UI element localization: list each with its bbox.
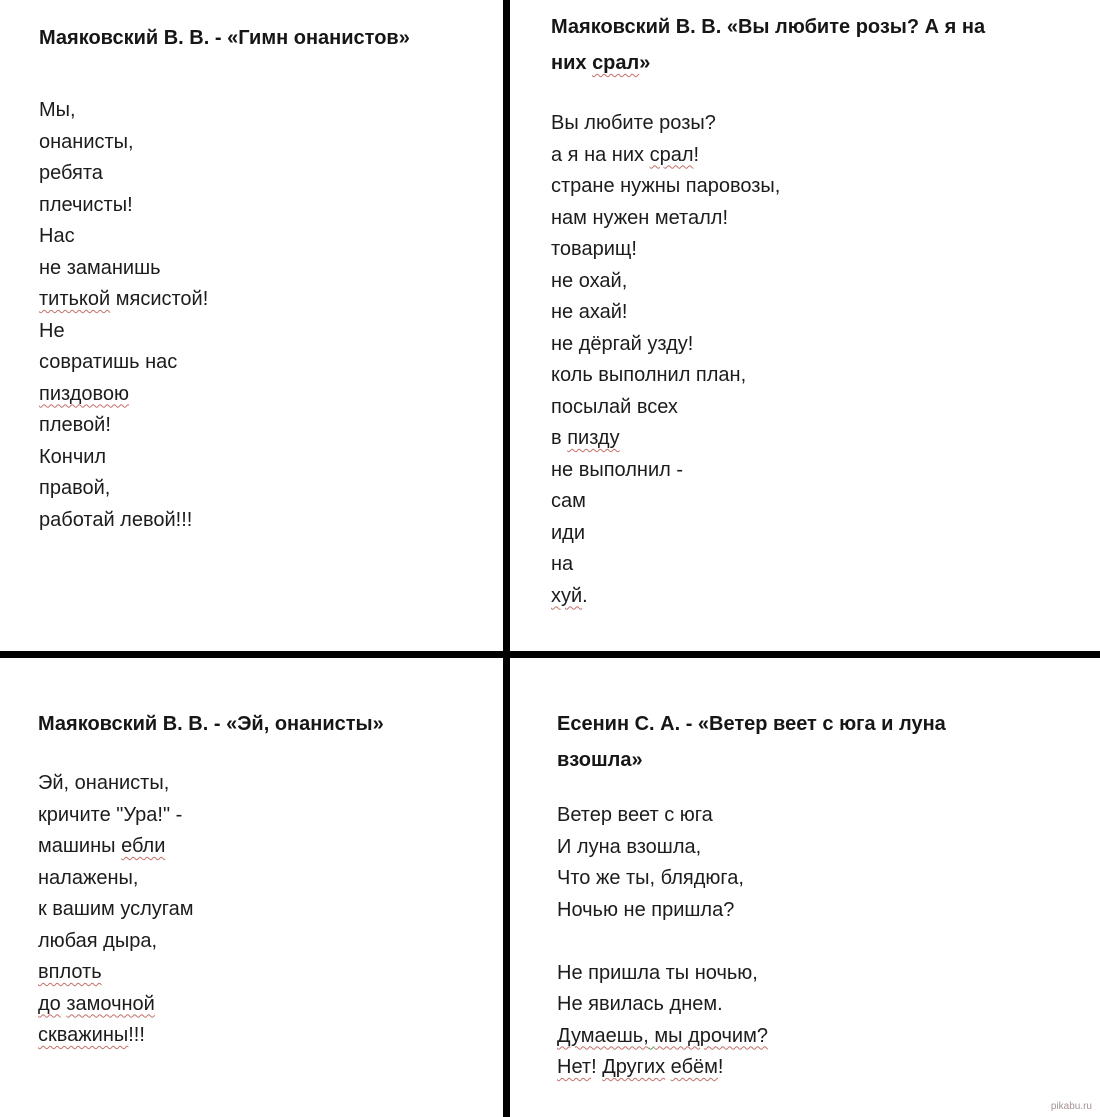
underlined-word: замочной [66, 992, 155, 1015]
text-segment: !!! [128, 1024, 145, 1046]
poem-line [557, 800, 1007, 832]
text-segment: машины [38, 835, 122, 857]
text-segment: Нас [39, 225, 75, 247]
panel-bottom-right [557, 706, 1007, 1084]
text-segment: плечисты! [39, 193, 133, 216]
text-segment: нам нужен металл! [551, 206, 729, 229]
poem-body [557, 800, 1007, 1084]
underlined-word: скважины [38, 1024, 129, 1046]
poem-line [557, 1021, 1007, 1053]
text-segment: Маяковский В. В. - «Гимн онанистов» [39, 27, 410, 49]
poem-line [551, 297, 1021, 329]
underlined-word: вплоть [38, 961, 102, 983]
underlined-word: Думаешь, [557, 1024, 649, 1047]
text-segment: правой, [39, 477, 111, 499]
text-segment: Не явилась днем. [557, 993, 723, 1015]
poem-line [557, 926, 1007, 958]
poem-line [39, 284, 479, 316]
text-segment: не выполнил - [551, 458, 684, 481]
poem-line [39, 95, 479, 127]
text-segment: не дёргай узду! [551, 332, 694, 355]
poem-line [551, 455, 1021, 487]
text-segment: на [551, 553, 574, 575]
poem-line [39, 190, 479, 222]
poem-line [38, 863, 478, 895]
poem-line [551, 392, 1021, 424]
text-segment: Маяковский В. В. - «Эй, онанисты» [38, 713, 384, 735]
poem-title [38, 706, 478, 742]
underlined-word: хуй [551, 584, 583, 607]
poem-title [551, 9, 1021, 81]
text-segment: коль выполнил план, [551, 364, 747, 386]
text-segment: Не [39, 319, 65, 342]
poem-line [551, 140, 1021, 172]
text-segment: онанисты, [39, 130, 134, 153]
poem-line [39, 127, 479, 159]
underlined-word: титькой [39, 288, 111, 310]
text-segment: плевой! [39, 414, 111, 436]
text-segment: иди [551, 521, 586, 544]
underlined-word: пизду [567, 427, 620, 449]
poem-line [38, 831, 478, 863]
poem-line [39, 410, 479, 442]
text-segment: . [582, 584, 588, 607]
poem-line [39, 221, 479, 253]
poem-line [557, 958, 1007, 990]
text-segment: ! [591, 1056, 603, 1078]
poem-line [38, 894, 478, 926]
panel-bottom-left [38, 706, 478, 1052]
underlined-word: срал [649, 143, 694, 166]
underlined-word: Нет [557, 1056, 592, 1078]
text-segment: налажены, [38, 866, 139, 889]
text-segment: любая дыра, [38, 929, 158, 952]
underlined-word: пиздовою [39, 382, 130, 405]
poem-line [551, 581, 1021, 613]
text-segment: кричите "Ура!" - [38, 803, 183, 826]
vertical-divider [503, 0, 510, 1117]
poem-line [551, 266, 1021, 298]
text-segment: мясистой! [110, 288, 209, 310]
poem-line [39, 316, 479, 348]
text-segment: посылай всех [551, 395, 678, 418]
panel-top-right [551, 9, 1021, 612]
poem-line [39, 347, 479, 379]
underlined-word: ебём [670, 1056, 718, 1078]
text-segment: Вы любите розы? [551, 112, 716, 134]
text-segment: работай левой!!! [39, 508, 193, 531]
text-segment: Что же ты, блядюга, [557, 867, 744, 889]
text-segment: к вашим услугам [38, 898, 194, 920]
text-segment: а я на них [551, 143, 650, 166]
underlined-word: срал [592, 52, 640, 74]
poem-line [38, 989, 478, 1021]
poem-line [551, 108, 1021, 140]
panel-top-left [39, 20, 479, 536]
poem-line [39, 253, 479, 285]
text-segment: Ветер веет с юга [557, 804, 713, 826]
text-segment: ! [717, 1056, 724, 1078]
text-segment: Кончил [39, 445, 107, 468]
underlined-word: ебли [121, 835, 166, 857]
poem-line [557, 895, 1007, 927]
text-segment: ! [693, 143, 700, 166]
text-segment: Мы, [39, 99, 76, 121]
poem-line [551, 549, 1021, 581]
poem-title [39, 20, 479, 56]
text-segment: Эй, онанисты, [38, 772, 170, 794]
poem-body [551, 108, 1021, 612]
poem-line [39, 473, 479, 505]
poem-line [557, 832, 1007, 864]
poem-line [551, 171, 1021, 203]
poem-line [39, 379, 479, 411]
text-segment: не охай, [551, 269, 628, 292]
poem-body [39, 95, 479, 536]
underlined-word: мы дрочим? [654, 1024, 768, 1047]
poem-line [551, 423, 1021, 455]
poem-line [39, 442, 479, 474]
text-segment: товарищ! [551, 238, 637, 260]
text-segment: не заманишь [39, 256, 161, 279]
poem-line [39, 505, 479, 537]
poem-body [38, 768, 478, 1052]
text-segment: И луна взошла, [557, 835, 702, 858]
poem-line [551, 360, 1021, 392]
poem-line [557, 1052, 1007, 1084]
text-segment: Не пришла ты ночью, [557, 961, 758, 984]
watermark: pikabu.ru [1050, 1101, 1092, 1112]
text-segment: Есенин С. А. - «Ветер веет с юга и луна взошла» [557, 713, 946, 771]
poem-line [551, 234, 1021, 266]
poem-line [38, 768, 478, 800]
horizontal-divider [0, 651, 1100, 658]
poem-line [39, 158, 479, 190]
poem-line [551, 203, 1021, 235]
poem-line [551, 486, 1021, 518]
poem-line [551, 329, 1021, 361]
text-segment: Ночью не пришла? [557, 898, 735, 921]
poem-line [38, 926, 478, 958]
text-segment: сам [551, 490, 586, 512]
text-segment: стране нужны паровозы, [551, 175, 781, 197]
poem-line [551, 518, 1021, 550]
text-segment: совратишь нас [39, 351, 178, 373]
poem-title [557, 706, 1007, 778]
poem-line [38, 800, 478, 832]
text-segment: в [551, 427, 568, 449]
poem-line [557, 863, 1007, 895]
text-segment: не ахай! [551, 301, 628, 323]
text-segment: Маяковский В. В. «Вы любите розы? А я на них [551, 16, 986, 74]
underlined-word: до [38, 992, 61, 1015]
text-segment: ребята [39, 162, 103, 184]
poem-line [38, 957, 478, 989]
poem-line [557, 989, 1007, 1021]
underlined-word: Других [602, 1056, 666, 1078]
text-segment: » [639, 52, 651, 74]
poem-line [38, 1020, 478, 1052]
